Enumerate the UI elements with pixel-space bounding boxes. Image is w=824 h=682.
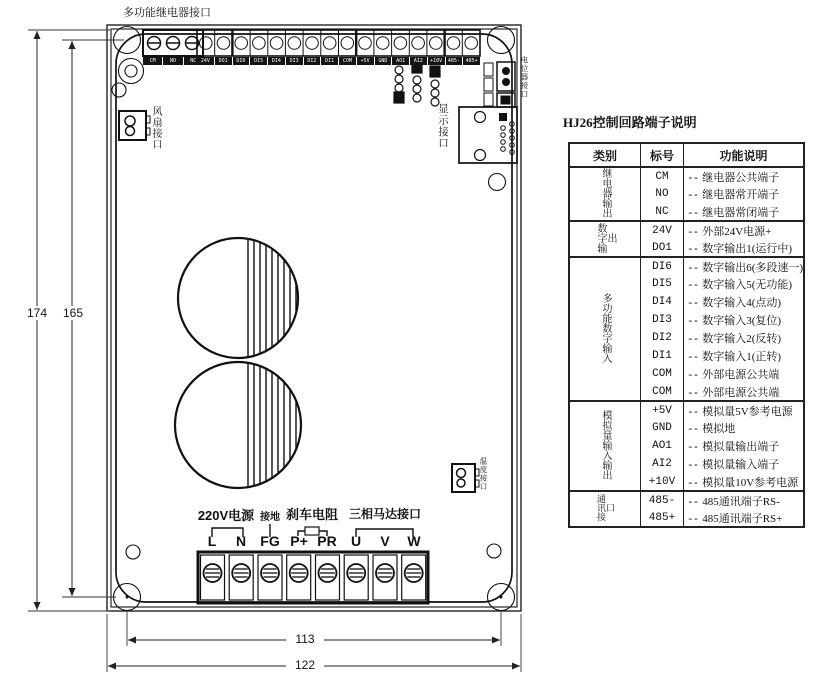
desc-cell [684, 365, 805, 383]
dimension-height-inner: 165 [56, 306, 90, 320]
desc-text: 数字输出1(运行中) [702, 242, 793, 255]
dash: -- [687, 370, 699, 382]
display-connector [459, 107, 517, 163]
potentiometer-connector [484, 62, 515, 107]
label-cell: 24V [641, 221, 684, 239]
ground-label: 接地 [260, 512, 280, 523]
category-cell [569, 491, 641, 527]
control-tag: DI1 [321, 57, 338, 65]
label-cell: +10V [641, 473, 684, 491]
label-cell: 485- [641, 491, 684, 509]
category-text: 模拟量输入输出 [600, 409, 611, 480]
desc-cell [684, 275, 805, 293]
desc-text: 模拟量10V参考电源 [702, 476, 799, 489]
dash: -- [687, 496, 699, 509]
header-category: 类别 [569, 143, 641, 167]
desc-text: 模拟地 [702, 423, 736, 435]
relay-tag: CM [143, 57, 162, 65]
terminal-letter-V: V [380, 533, 390, 549]
mains-power-label: 220V电源 [197, 508, 255, 523]
table-title: HJ26控制回路端子说明 [563, 115, 697, 130]
control-tag: 24V [197, 57, 214, 65]
table-row [569, 257, 804, 275]
terminal-letter-L: L [207, 533, 217, 549]
label-cell: DO1 [641, 239, 684, 257]
desc-cell [684, 347, 805, 365]
desc-text: 模拟量5V参考电源 [702, 405, 793, 418]
potentiometer-interface-label: 电位器接口 [520, 56, 529, 99]
display-interface-label: 显示接口 [437, 103, 448, 149]
motor-interface-label: 三相马达接口 [348, 507, 421, 521]
desc-cell [684, 491, 805, 509]
dash: -- [687, 316, 699, 328]
desc-text: 485通讯端子RS+ [702, 512, 783, 525]
dash: -- [687, 460, 699, 472]
relay-tag: NC [184, 57, 203, 65]
control-tag: AO1 [392, 57, 409, 65]
dash: -- [687, 424, 699, 436]
desc-text: 数字输入2(反转) [702, 333, 782, 345]
multifunction-relay-interface-label: 多功能继电器接口 [123, 7, 211, 19]
dimension-height-outer: 174 [20, 306, 54, 320]
desc-cell [684, 383, 805, 401]
label-cell: AI2 [641, 455, 684, 473]
control-tag: DI3 [286, 57, 303, 65]
label-cell: DI5 [641, 275, 684, 293]
relay-tag: NO [163, 57, 182, 65]
label-cell: 485+ [641, 509, 684, 527]
desc-text: 继电器常开端子 [702, 189, 780, 201]
control-tag: COM [339, 57, 356, 65]
category-text: 数字输出 [595, 222, 616, 253]
temperature-connector [452, 464, 479, 492]
dash: -- [687, 387, 699, 400]
label-cell: +5V [641, 401, 684, 419]
desc-cell [684, 257, 805, 275]
control-tag: 485+ [463, 57, 480, 65]
control-tag: GND [375, 57, 392, 65]
header-function: 功能说明 [684, 143, 805, 167]
label-cell: NO [641, 185, 684, 203]
control-terminal-tags [197, 57, 480, 65]
dash: -- [687, 298, 699, 310]
desc-cell [684, 455, 805, 473]
terminal-letter-U: U [350, 533, 362, 549]
label-cell: DI1 [641, 347, 684, 365]
desc-text: 外部电源公共端 [702, 369, 780, 381]
terminal-letter-FG: FG [260, 533, 280, 549]
fan-interface-label: 风扇接口 [150, 106, 161, 150]
category-cell [569, 401, 641, 491]
terminal-letter-P+: P+ [290, 533, 308, 549]
table-row [569, 221, 804, 239]
power-terminal-strip [198, 552, 428, 603]
dash: -- [687, 352, 699, 364]
desc-text: 485通讯端子RS- [702, 495, 780, 508]
dash: -- [687, 243, 699, 256]
table-row [569, 401, 804, 419]
table-header-row [569, 143, 804, 167]
desc-text: 数字输入1(正转) [702, 351, 782, 363]
desc-text: 数字输入5(无功能) [702, 279, 793, 291]
dash: -- [687, 172, 699, 185]
control-tag: 485- [446, 57, 463, 65]
header-label: 标号 [641, 143, 684, 167]
label-cell: DI6 [641, 257, 684, 275]
control-tag: AI2 [410, 57, 427, 65]
control-tag: DI2 [304, 57, 321, 65]
desc-text: 外部24V电源+ [702, 225, 772, 238]
dash: -- [687, 406, 699, 419]
dimension-width-inner: 113 [286, 632, 324, 646]
desc-cell [684, 167, 805, 185]
label-cell: COM [641, 383, 684, 401]
label-cell: AO1 [641, 437, 684, 455]
control-tag: DI4 [268, 57, 285, 65]
desc-cell [684, 221, 805, 239]
label-cell: DI4 [641, 293, 684, 311]
dash: -- [687, 262, 699, 275]
brake-resistor-label: 刹车电阻 [285, 507, 338, 522]
dash: -- [687, 280, 699, 292]
desc-cell [684, 473, 805, 491]
dash: -- [687, 207, 699, 220]
dash: -- [687, 226, 699, 239]
desc-text: 数字输出6(多段速一) [702, 261, 804, 274]
category-text: 多功能数字输入 [600, 292, 611, 363]
desc-text: 模拟量输出端子 [702, 441, 780, 453]
dash: -- [687, 442, 699, 454]
label-cell: COM [641, 365, 684, 383]
temperature-interface-label: 温度接口 [479, 457, 488, 491]
category-cell [569, 257, 641, 401]
terminal-letter-PR: PR [317, 533, 337, 549]
label-cell: DI3 [641, 311, 684, 329]
label-cell: NC [641, 203, 684, 221]
dash: -- [687, 334, 699, 346]
dash: -- [687, 190, 699, 202]
control-tag: +10V [428, 57, 445, 65]
desc-text: 数字输入4(点动) [702, 297, 782, 309]
terminal-letter-N: N [235, 533, 247, 549]
control-tag: DO1 [215, 57, 232, 65]
jumper-blocks [394, 62, 440, 106]
desc-cell [684, 329, 805, 347]
table-row [569, 491, 804, 509]
category-text: 继电器输出 [600, 167, 611, 218]
label-cell: DI2 [641, 329, 684, 347]
dash: -- [687, 513, 699, 526]
desc-cell [684, 185, 805, 203]
fan-connector [119, 111, 150, 140]
control-tag: +5V [357, 57, 374, 65]
desc-text: 数字输入3(复位) [702, 315, 782, 327]
relay-terminal-tags [143, 57, 203, 65]
dash: -- [687, 477, 699, 490]
terminal-description-table [568, 142, 805, 528]
desc-text: 模拟量输入端子 [702, 459, 780, 471]
capacitor-top [178, 236, 298, 360]
category-text: 通讯接口 [596, 494, 615, 521]
desc-text: 外部电源公共端 [702, 386, 780, 399]
desc-cell [684, 401, 805, 419]
desc-cell [684, 311, 805, 329]
dimension-width-outer: 122 [286, 658, 324, 672]
desc-text: 继电器公共端子 [702, 171, 780, 184]
category-cell [569, 167, 641, 221]
desc-text: 继电器常闭端子 [702, 206, 780, 219]
label-cell: GND [641, 419, 684, 437]
desc-cell [684, 293, 805, 311]
terminal-letter-W: W [407, 533, 421, 549]
control-tag: DI6 [233, 57, 250, 65]
desc-cell [684, 203, 805, 221]
desc-cell [684, 509, 805, 527]
category-cell [569, 221, 641, 257]
desc-cell [684, 437, 805, 455]
capacitor-bottom [175, 360, 301, 490]
table-row [569, 167, 804, 185]
control-tag: DI5 [250, 57, 267, 65]
desc-cell [684, 419, 805, 437]
label-cell: CM [641, 167, 684, 185]
desc-cell [684, 239, 805, 257]
